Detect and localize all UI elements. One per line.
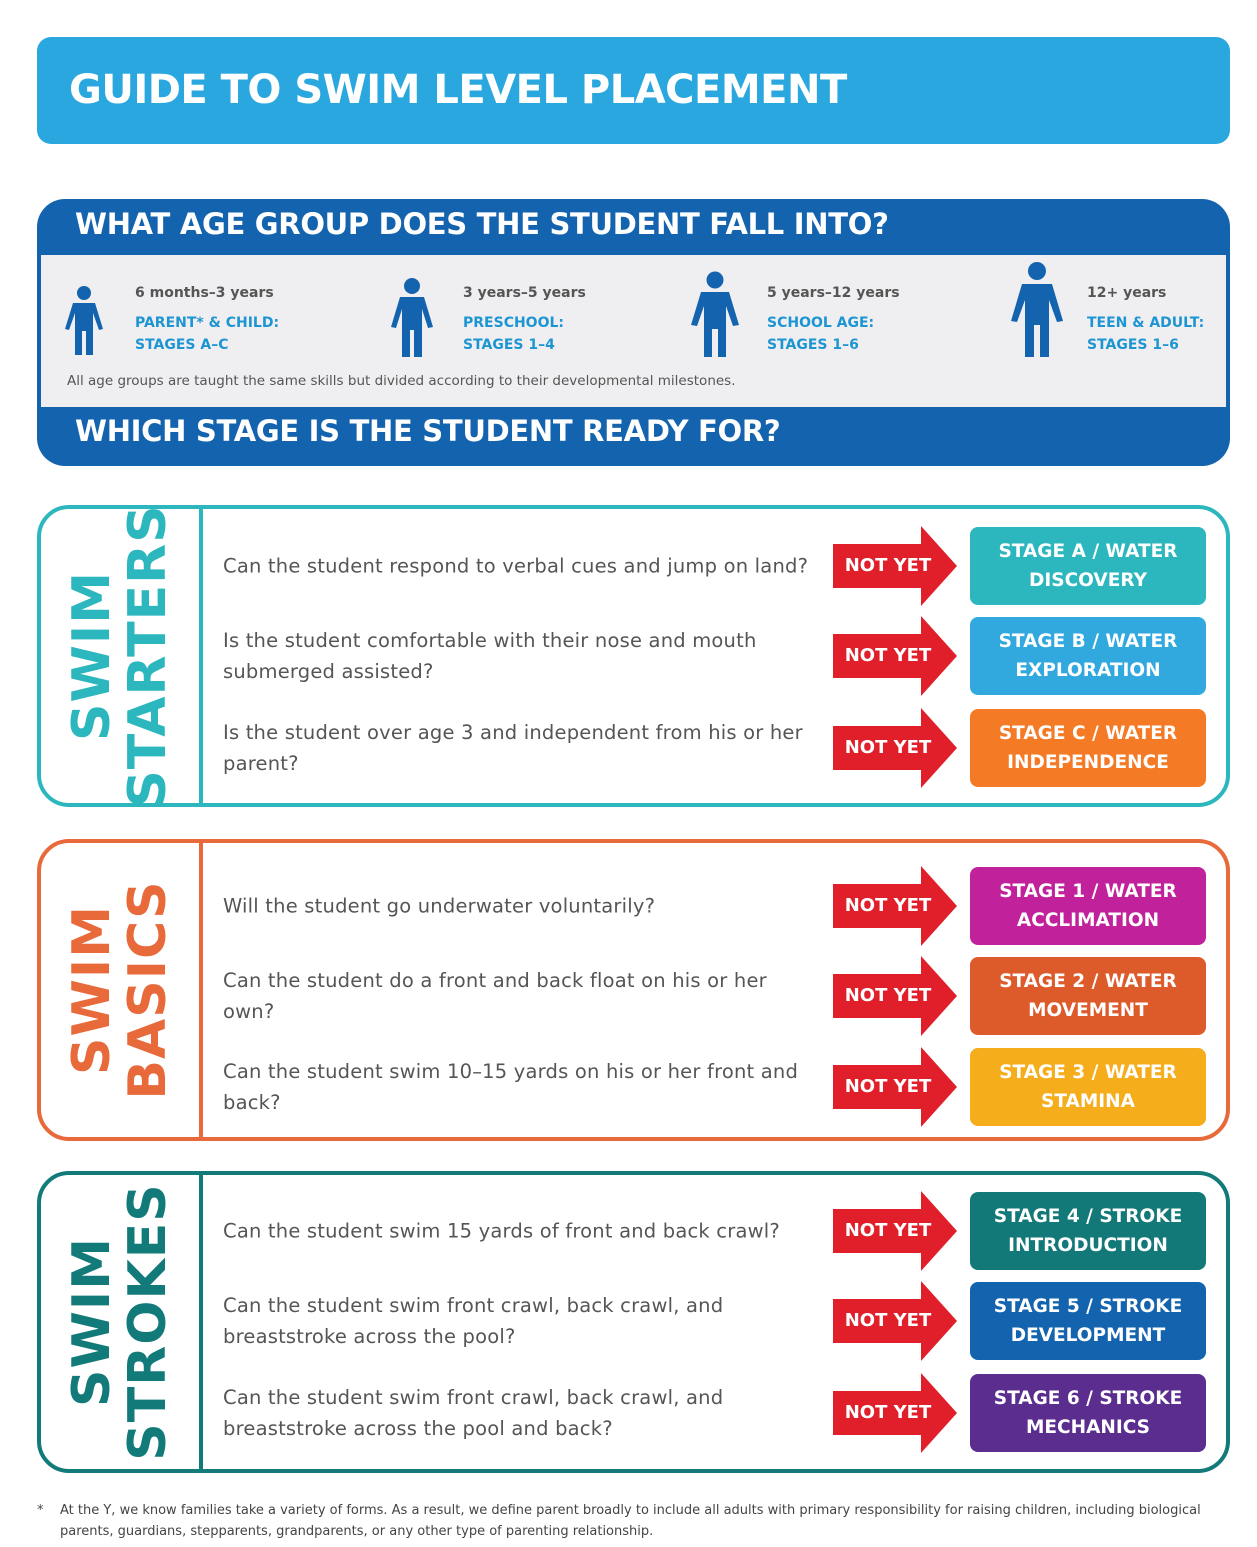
not-yet-arrow: [833, 956, 957, 1036]
age-range: 6 months–3 years: [135, 285, 274, 301]
not-yet-arrow: [833, 526, 957, 606]
age-program: [1087, 312, 1204, 356]
section-label-line2: STARTERS: [118, 504, 178, 808]
page-title: GUIDE TO SWIM LEVEL PLACEMENT: [69, 67, 847, 113]
placement-question: Can the student swim 10–15 yards on his or her front and back?: [223, 1060, 799, 1114]
not-yet-label: NOT YET: [844, 1402, 932, 1423]
not-yet-label: NOT YET: [844, 1076, 932, 1097]
footnote-marker: *: [37, 1503, 44, 1518]
stage-badge: STAGE 5 / STROKE DEVELOPMENT: [970, 1282, 1206, 1360]
adult-figure-icon: [1009, 261, 1065, 359]
age-range: 3 years–5 years: [463, 285, 586, 301]
age-program-stages: STAGES 1–6: [1087, 337, 1179, 353]
not-yet-label: NOT YET: [844, 1220, 932, 1241]
age-program: [135, 312, 279, 356]
child-figure-icon: [389, 277, 435, 359]
swim-starters-section: [37, 505, 1230, 807]
not-yet-arrow: [833, 616, 957, 696]
not-yet-arrow: [833, 1281, 957, 1361]
not-yet-label: NOT YET: [844, 985, 932, 1006]
title-banner: [37, 37, 1230, 144]
stage-badge: STAGE 3 / WATER STAMINA: [970, 1048, 1206, 1126]
not-yet-label: NOT YET: [844, 1310, 932, 1331]
age-group-item: [687, 255, 987, 375]
placement-question: Will the student go underwater voluntarily?: [223, 894, 656, 918]
placement-row: [41, 1191, 1226, 1271]
placement-row: [41, 1047, 1226, 1127]
child-figure-icon: [689, 271, 741, 359]
age-program: [767, 312, 874, 356]
age-note: All age groups are taught the same skills but divided according to their developmental milestones.: [67, 373, 736, 389]
not-yet-label: NOT YET: [844, 645, 932, 666]
swim-strokes-section: [37, 1171, 1230, 1473]
not-yet-arrow: [833, 708, 957, 788]
age-program-name: PRESCHOOL:: [463, 315, 565, 331]
footnote-text: At the Y, we know families take a variety of forms. As a result, we define parent broadly to include all adults with primary responsibility for raising children, including biological parents, guardians, stepparents, grandparents, or any other type of parenting relationship.: [60, 1503, 1201, 1539]
not-yet-arrow: [833, 866, 957, 946]
not-yet-arrow: [833, 1047, 957, 1127]
age-program: [463, 312, 564, 356]
placement-question: Can the student swim front crawl, back crawl, and breaststroke across the pool and back?: [223, 1386, 724, 1440]
placement-question: Can the student respond to verbal cues and jump on land?: [223, 554, 809, 578]
stage-badge: STAGE 4 / STROKE INTRODUCTION: [970, 1192, 1206, 1270]
placement-question: Can the student do a front and back float on his or her own?: [223, 969, 767, 1023]
age-question: WHAT AGE GROUP DOES THE STUDENT FALL INTO?: [75, 207, 889, 241]
age-range: 12+ years: [1087, 285, 1167, 301]
section-label-line1: SWIM: [62, 571, 122, 741]
age-program-stages: STAGES 1–6: [767, 337, 859, 353]
not-yet-label: NOT YET: [844, 737, 932, 758]
age-program-stages: STAGES A–C: [135, 337, 229, 353]
section-label-line1: SWIM: [62, 905, 122, 1075]
age-program-name: PARENT* & CHILD:: [135, 315, 280, 331]
section-label-line1: SWIM: [62, 1237, 122, 1407]
placement-row: [41, 1281, 1226, 1361]
age-group-list: [41, 255, 1226, 407]
stage-badge: STAGE A / WATER DISCOVERY: [970, 527, 1206, 605]
placement-row: [41, 956, 1226, 1036]
age-program-name: TEEN & ADULT:: [1087, 315, 1205, 331]
placement-row: [41, 708, 1226, 788]
age-range: 5 years–12 years: [767, 285, 900, 301]
swim-basics-section: [37, 839, 1230, 1141]
stage-badge: STAGE 2 / WATER MOVEMENT: [970, 957, 1206, 1035]
age-group-item: [61, 255, 361, 375]
age-program-stages: STAGES 1–4: [463, 337, 555, 353]
stage-badge: STAGE B / WATER EXPLORATION: [970, 617, 1206, 695]
placement-row: [41, 866, 1226, 946]
not-yet-label: NOT YET: [844, 555, 932, 576]
placement-question: Can the student swim front crawl, back crawl, and breaststroke across the pool?: [223, 1294, 724, 1348]
placement-row: [41, 1373, 1226, 1453]
not-yet-arrow: [833, 1373, 957, 1453]
placement-row: [41, 616, 1226, 696]
age-group-panel: [37, 199, 1230, 466]
placement-question: Is the student over age 3 and independent from his or her parent?: [223, 721, 803, 775]
age-group-item: [1007, 255, 1226, 375]
stage-badge: STAGE C / WATER INDEPENDENCE: [970, 709, 1206, 787]
age-group-item: [387, 255, 687, 375]
placement-question: Can the student swim 15 yards of front and back crawl?: [223, 1219, 780, 1243]
section-label-line2: BASICS: [118, 880, 178, 1100]
child-figure-icon: [63, 285, 105, 357]
stage-question: WHICH STAGE IS THE STUDENT READY FOR?: [75, 414, 781, 448]
stage-badge: STAGE 6 / STROKE MECHANICS: [970, 1374, 1206, 1452]
placement-row: [41, 526, 1226, 606]
age-program-name: SCHOOL AGE:: [767, 315, 875, 331]
not-yet-arrow: [833, 1191, 957, 1271]
placement-question: Is the student comfortable with their nose and mouth submerged assisted?: [223, 629, 757, 683]
section-label-line2: STROKES: [118, 1183, 178, 1461]
not-yet-label: NOT YET: [844, 895, 932, 916]
stage-badge: STAGE 1 / WATER ACCLIMATION: [970, 867, 1206, 945]
